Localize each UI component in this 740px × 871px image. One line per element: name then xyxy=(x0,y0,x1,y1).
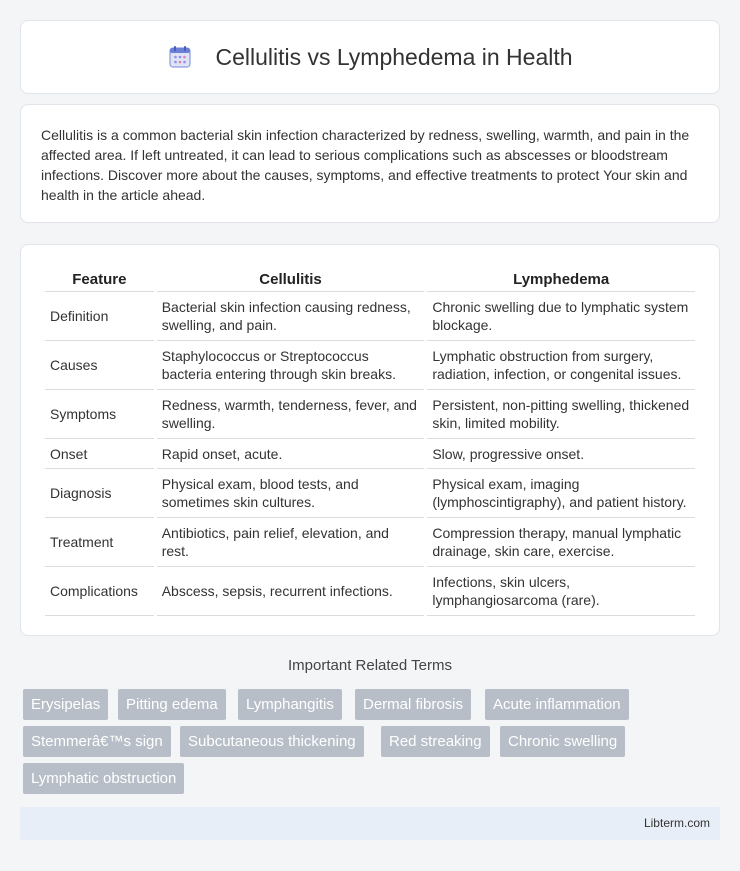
row-feature: Causes xyxy=(45,341,154,390)
table-row xyxy=(45,469,695,518)
comparison-table xyxy=(42,265,698,616)
related-term-tag[interactable]: Lymphatic obstruction xyxy=(23,763,184,794)
table-row xyxy=(45,292,695,341)
row-lymphedema: Physical exam, imaging (lymphoscintigraphy), and patient history. xyxy=(427,469,695,518)
intro-text: Cellulitis is a common bacterial skin infection characterized by redness, swelling, warmth, and pain in the affected area. If left untreated, it can lead to serious complications such as abscesses or bloodstream infections. Discover more about the causes, symptoms, and effective treatments to protect Your skin and health in the article ahead. xyxy=(41,127,690,203)
row-lymphedema: Infections, skin ulcers, lymphangiosarcoma (rare). xyxy=(427,567,695,616)
related-term-tag[interactable]: Subcutaneous thickening xyxy=(180,726,364,757)
row-cellulitis: Rapid onset, acute. xyxy=(157,439,425,469)
row-cellulitis: Staphylococcus or Streptococcus bacteria entering through skin breaks. xyxy=(157,341,425,390)
row-lymphedema: Persistent, non-pitting swelling, thickened skin, limited mobility. xyxy=(427,390,695,439)
related-term-tag[interactable]: Acute inflammation xyxy=(485,689,629,720)
row-lymphedema: Lymphatic obstruction from surgery, radiation, infection, or congenital issues. xyxy=(427,341,695,390)
title-card xyxy=(20,20,720,94)
row-lymphedema: Compression therapy, manual lymphatic drainage, skin care, exercise. xyxy=(427,518,695,567)
related-term-tag[interactable]: Chronic swelling xyxy=(500,726,625,757)
table-row xyxy=(45,341,695,390)
table-row xyxy=(45,439,695,469)
row-feature: Definition xyxy=(45,292,154,341)
page-title: Cellulitis vs Lymphedema in Health xyxy=(215,43,573,70)
footer-site-link[interactable]: Libterm.com xyxy=(643,816,710,830)
row-feature: Symptoms xyxy=(45,390,154,439)
header-feature: Feature xyxy=(45,265,154,292)
table-header-row xyxy=(45,265,695,292)
related-term-tag[interactable]: Pitting edema xyxy=(118,689,226,720)
comparison-table-card xyxy=(20,244,720,636)
related-term-tag[interactable]: Lymphangitis xyxy=(238,689,342,720)
header-cellulitis: Cellulitis xyxy=(157,265,425,292)
row-lymphedema: Chronic swelling due to lymphatic system blockage. xyxy=(427,292,695,341)
row-feature: Complications xyxy=(45,567,154,616)
related-term-tag[interactable]: Dermal fibrosis xyxy=(355,689,471,720)
header-lymphedema: Lymphedema xyxy=(427,265,695,292)
row-cellulitis: Redness, warmth, tenderness, fever, and swelling. xyxy=(157,390,425,439)
table-row xyxy=(45,390,695,439)
row-lymphedema: Slow, progressive onset. xyxy=(427,439,695,469)
related-terms-title: Important Related Terms xyxy=(288,657,452,674)
related-term-tag[interactable]: Erysipelas xyxy=(23,689,108,720)
row-feature: Treatment xyxy=(45,518,154,567)
related-term-tag[interactable]: Red streaking xyxy=(381,726,490,757)
row-cellulitis: Bacterial skin infection causing redness, swelling, and pain. xyxy=(157,292,425,341)
row-cellulitis: Abscess, sepsis, recurrent infections. xyxy=(157,567,425,616)
intro-card xyxy=(20,104,720,223)
row-cellulitis: Physical exam, blood tests, and sometimes skin cultures. xyxy=(157,469,425,518)
table-row xyxy=(45,567,695,616)
related-term-tag[interactable]: Stemmerâ€™s sign xyxy=(23,726,171,757)
calendar-icon xyxy=(167,44,193,70)
row-cellulitis: Antibiotics, pain relief, elevation, and rest. xyxy=(157,518,425,567)
table-row xyxy=(45,518,695,567)
footer xyxy=(20,807,720,840)
row-feature: Diagnosis xyxy=(45,469,154,518)
row-feature: Onset xyxy=(45,439,154,469)
